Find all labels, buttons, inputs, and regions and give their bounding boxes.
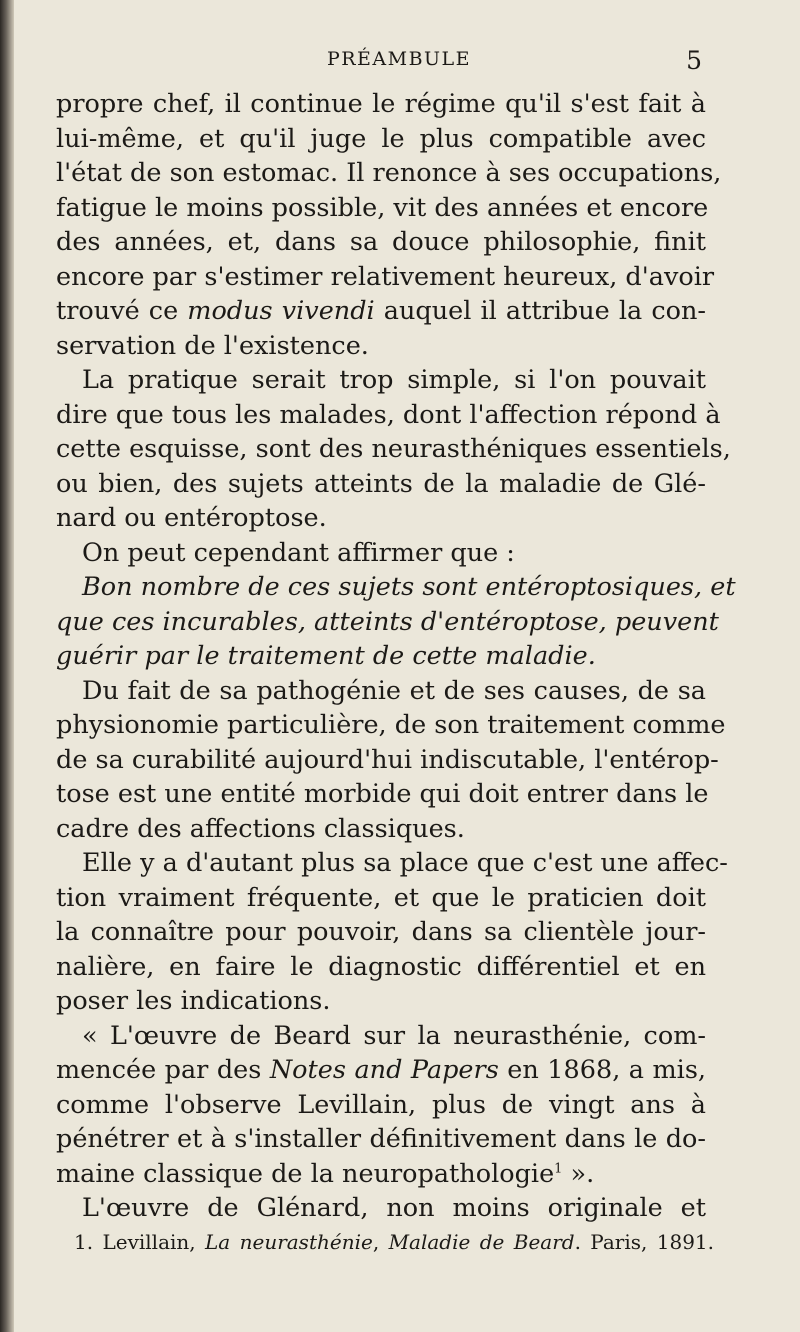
text-line [56,846,728,881]
text-segment: physionomie particulière, de son traitement comme [56,710,726,740]
text-segment: . Paris, 1891. [574,1230,715,1254]
text-segment: servation de l'existence. [56,330,369,361]
text-line [56,950,706,985]
text-line [56,984,706,1019]
text-segment: propre chef, il continue le régime qu'il s'est fait à [56,89,706,119]
text-segment: tion vraiment fréquente, et que le praticien doit [56,882,706,913]
text-line [56,708,726,743]
text-line [56,260,715,295]
text-segment: trouvé ce [56,296,188,326]
text-segment: des années, et, dans sa douce philosophie, finit [56,227,706,257]
text-line [56,639,706,674]
text-segment: auquel il attribue la con- [374,296,706,326]
text-line [56,881,706,916]
text-line [56,1122,706,1157]
text-line [56,122,706,157]
text-segment: , [372,1230,389,1254]
text-line [56,1157,706,1192]
text-line [56,1019,706,1054]
text-segment: La pratique serait trop simple, si l'on pouvait [82,365,706,395]
text-segment: encore par s'estimer relativement heureux, d'avoir [56,261,715,292]
text-line [56,294,706,329]
text-line [56,812,706,847]
text-segment: nalière, en faire le diagnostic différentiel et en [56,951,706,982]
binding-edge [0,0,14,1332]
text-line [56,1053,706,1088]
page-header [14,46,800,76]
text-segment: de sa curabilité aujourd'hui indiscutable, l'entérop- [56,744,719,775]
italic-text: Notes and Papers [269,1055,499,1085]
text-segment: tose est une entité morbide qui doit entrer dans le [56,779,709,809]
text-segment: Elle y a d'autant plus sa place que c'est une affec- [82,848,728,878]
text-segment: cadre des affections classiques. [56,813,465,844]
text-segment: ou bien, des sujets atteints de la maladie de Glé- [56,468,706,499]
text-line [56,915,706,950]
text-line [56,1088,706,1123]
body-text [56,87,736,1226]
footnote [74,1230,714,1254]
text-segment: l'état de son estomac. Il renonce à ses occupations, [56,158,722,188]
text-line [56,536,706,571]
text-line [56,432,731,467]
text-line [56,156,722,191]
text-segment: fatigue le moins possible, vit des années et encore [56,192,709,223]
text-segment: pénétrer et à s'installer définitivement dans le do- [56,1124,706,1154]
text-segment: mencée par des [56,1055,270,1085]
text-line [56,225,706,260]
text-line [56,674,706,709]
text-segment: nard ou entéroptose. [56,503,327,533]
text-line [56,87,706,122]
text-line [56,467,706,502]
italic-text: modus vivendi [187,296,375,326]
text-line [56,743,719,778]
text-segment: ». [562,1158,595,1189]
running-title: PRÉAMBULE [326,48,472,70]
italic-text: Bon nombre de ces sujets sont entéroptosiques, et [82,572,736,602]
text-line [56,501,706,536]
text-segment: en 1868, a mis, [498,1055,707,1085]
italic-text: guérir par le traitement de cette maladie. [56,641,596,671]
book-page [14,0,800,1332]
text-line [56,1191,706,1226]
text-segment: « L'œuvre de Beard sur la neurasthénie, com- [82,1020,706,1051]
text-segment: poser les indications. [56,986,331,1016]
italic-text: Maladie de Beard [388,1230,575,1254]
page-number: 5 [686,46,702,75]
text-line [56,570,736,605]
text-segment: comme l'observe Levillain, plus de vingt ans à [56,1089,706,1120]
text-segment: maine classique de la neuropathologie [56,1158,555,1189]
text-segment: la connaître pour pouvoir, dans sa clientèle jour- [56,917,706,947]
text-segment: lui-même, et qu'il juge le plus compatible avec [56,123,706,154]
text-segment: On peut cependant affirmer que : [82,537,515,568]
text-segment: dire que tous les malades, dont l'affection répond à [56,399,721,430]
text-segment: L'œuvre de Glénard, non moins originale et [82,1193,706,1223]
text-line [56,191,709,226]
italic-text: que ces incurables, atteints d'entéroptose, peuvent [56,606,719,637]
text-line [56,777,709,812]
text-segment: 1. Levillain, [74,1230,206,1254]
footnote-marker: 1 [554,1161,563,1176]
text-line [56,398,721,433]
text-line [56,605,719,640]
text-segment: Du fait de sa pathogénie et de ses causes, de sa [82,675,706,706]
text-line [56,363,706,398]
text-line [56,329,706,364]
italic-text: La neurasthénie [205,1230,373,1254]
text-segment: cette esquisse, sont des neurasthéniques essentiels, [56,434,731,464]
